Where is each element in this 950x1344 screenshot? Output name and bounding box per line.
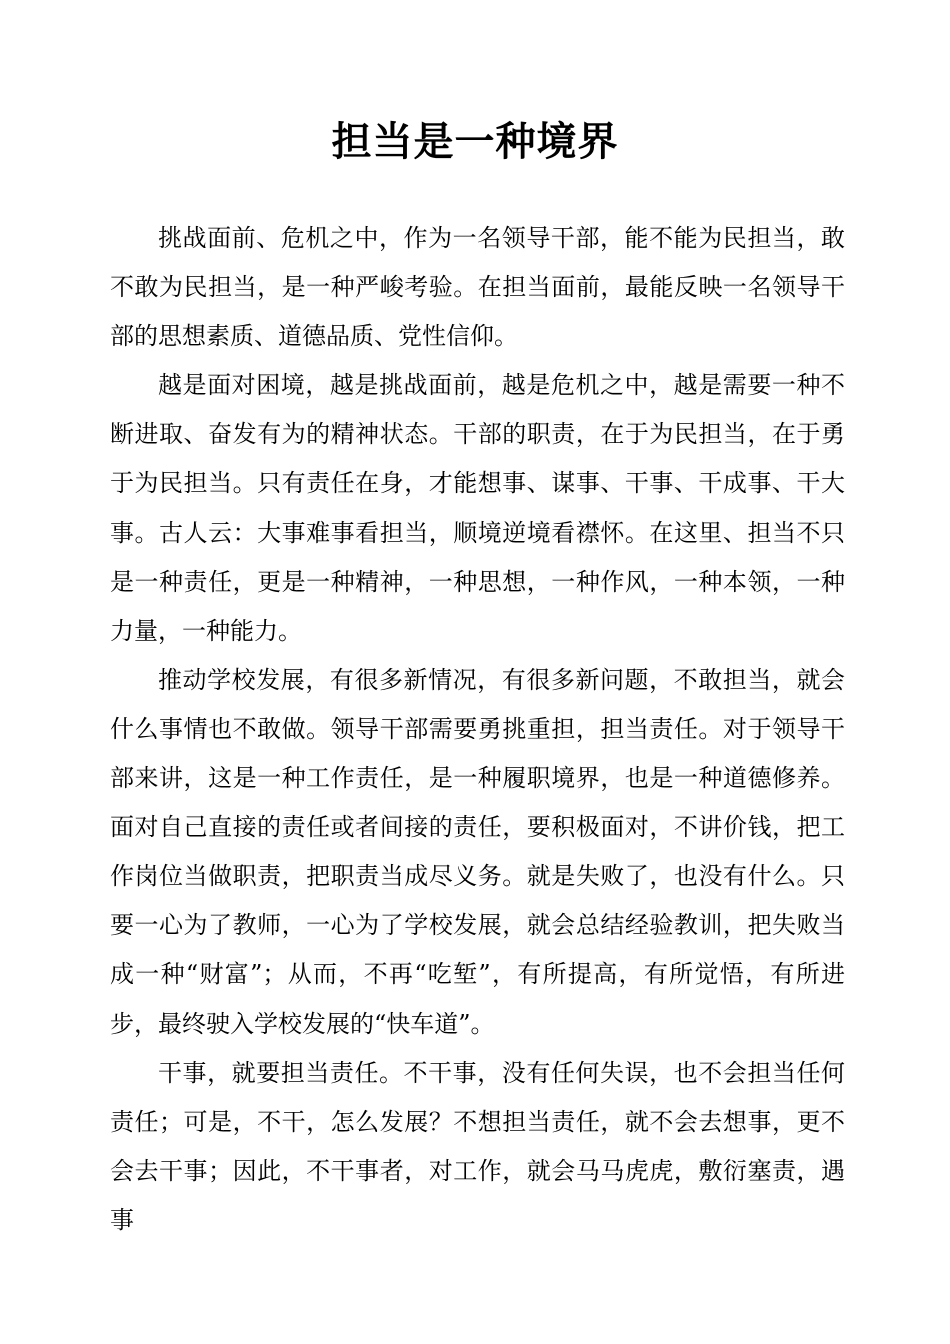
document-title: 担当是一种境界	[331, 119, 619, 165]
paragraph: 越是面对困境，越是挑战面前，越是危机之中，越是需要一种不断进取、奋发有为的精神状态。干部的职责，在于为民担当，在于勇于为民担当。只有责任在身，才能想事、谋事、干事、干成事、干大事。古人云：大事难事看担当，顺境逆境看襟怀。在这里、担当不只是一种责任，更是一种精神，一种思想，一种作风，一种本领，一种力量，一种能力。	[110, 371, 845, 645]
paragraph: 推动学校发展，有很多新情况，有很多新问题，不敢担当，就会什么事情也不敢做。领导干部需要勇挑重担，担当责任。对于领导干部来讲，这是一种工作责任，是一种履职境界，也是一种道德修养。面对自己直接的责任或者间接的责任，要积极面对，不讲价钱，把工作岗位当做职责，把职责当成尽义务。就是失败了，也没有什么。只要一心为了教师，一心为了学校发展，就会总结经验教训，把失败当成一种“财富”；从而，不再“吃堑”，有所提高，有所觉悟，有所进步，最终驶入学校发展的“快车道”。	[110, 665, 845, 1038]
paragraph: 干事，就要担当责任。不干事，没有任何失误，也不会担当任何责任；可是，不干，怎么发展？不想担当责任，就不会去想事，更不会去干事；因此，不干事者，对工作，就会马马虎虎，敷衍塞责，遇事	[110, 1058, 845, 1234]
document-body	[110, 214, 845, 1245]
paragraph: 挑战面前、危机之中，作为一名领导干部，能不能为民担当，敢不敢为民担当，是一种严峻考验。在担当面前，最能反映一名领导干部的思想素质、道德品质、党性信仰。	[110, 224, 845, 351]
